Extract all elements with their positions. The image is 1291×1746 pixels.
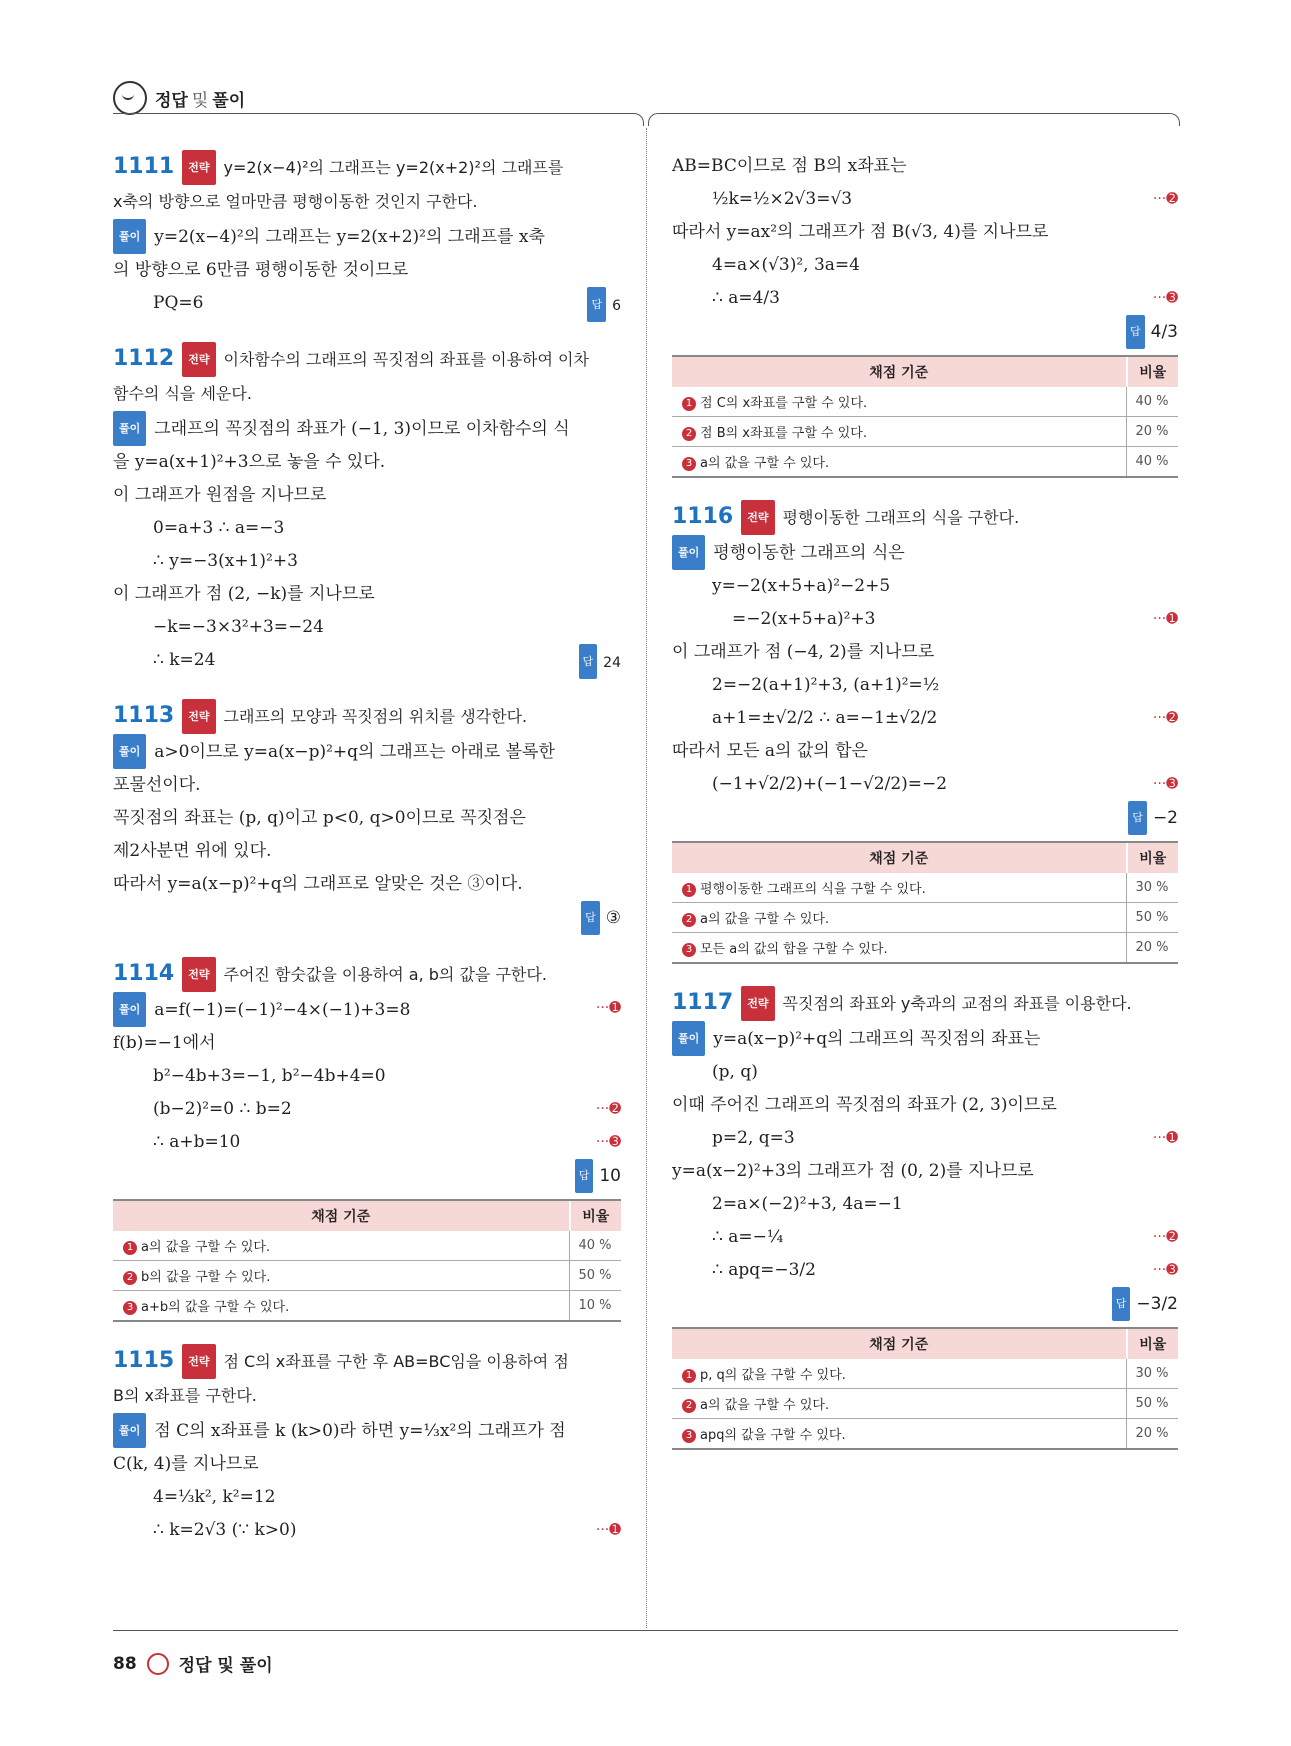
solution-tag: 풀이 — [113, 734, 146, 769]
ratio-value: 30 % — [1127, 873, 1179, 903]
solution-tag: 풀이 — [672, 1021, 705, 1056]
strategy-tag: 전략 — [741, 500, 774, 535]
step-bullet: 2 — [682, 427, 696, 441]
strategy-text: 주어진 함숫값을 이용하여 a, b의 값을 구한다. — [223, 965, 547, 984]
step-bullet: 1 — [123, 1241, 137, 1255]
ratio-value: 40 % — [570, 1231, 622, 1261]
solution-line: 이 그래프가 원점을 지나므로 — [113, 485, 327, 505]
problem-number: 1117 — [672, 990, 734, 1015]
solution-line: PQ=6 — [153, 293, 204, 313]
answer-value: −3/2 — [1136, 1294, 1178, 1314]
problem-1115 — [113, 1344, 621, 1547]
table-row — [672, 873, 1178, 903]
solution-line: a>0이므로 y=a(x−p)²+q의 그래프는 아래로 볼록한 — [154, 742, 555, 762]
solution-line: a+1=±√2/2 ∴ a=−1±√2/2 — [712, 708, 938, 728]
ratio-value: 20 % — [1127, 1419, 1179, 1450]
answer — [672, 1287, 1178, 1321]
scoring-table — [672, 355, 1178, 478]
strategy-text: 점 C의 x좌표를 구한 후 AB=BC임을 이용하여 점 — [223, 1352, 569, 1371]
table-row — [672, 387, 1178, 417]
criteria-text: 평행이동한 그래프의 식을 구할 수 있다. — [700, 882, 926, 897]
ratio-value: 50 % — [570, 1261, 622, 1291]
solution-line: 꼭짓점의 좌표는 (p, q)이고 p<0, q>0이므로 꼭짓점은 — [113, 808, 526, 828]
problem-number: 1112 — [113, 346, 175, 371]
answer-icon: 답 — [587, 287, 606, 322]
ratio-header: 비율 — [1127, 1328, 1179, 1359]
page-footer — [113, 1651, 273, 1676]
solution-line: ∴ y=−3(x+1)²+3 — [153, 551, 298, 571]
ratio-value: 20 % — [1127, 933, 1179, 964]
solution-line: 4=⅓k², k²=12 — [153, 1487, 276, 1507]
page-number: 88 — [113, 1653, 137, 1674]
step-bullet: 1 — [682, 883, 696, 897]
solution-line: y=2(x−4)²의 그래프는 y=2(x+2)²의 그래프를 x축 — [154, 227, 545, 247]
solution-line: 의 방향으로 6만큼 평행이동한 것이므로 — [113, 260, 409, 280]
solution-line: p=2, q=3 — [712, 1128, 795, 1148]
answer — [587, 287, 621, 323]
solution-tag: 풀이 — [113, 1413, 146, 1448]
solution-line: (b−2)²=0 ∴ b=2 — [153, 1099, 292, 1119]
solution-line: 점 C의 x좌표를 k (k>0)라 하면 y=⅓x²의 그래프가 점 — [154, 1421, 566, 1441]
criteria-header: 채점 기준 — [672, 356, 1127, 387]
problem-1117 — [672, 986, 1178, 1450]
answer-icon: 답 — [1126, 315, 1145, 349]
answer — [579, 644, 621, 680]
step-bullet: 2 — [123, 1271, 137, 1285]
header-title-b: 풀이 — [212, 90, 246, 111]
solution-line: 이때 주어진 그래프의 꼭짓점의 좌표가 (2, 3)이므로 — [672, 1095, 1057, 1115]
ratio-value: 50 % — [1127, 903, 1179, 933]
solution-line: −k=−3×3²+3=−24 — [153, 617, 324, 637]
problem-1113 — [113, 699, 621, 935]
ratio-value: 40 % — [1127, 387, 1179, 417]
solution-line: ∴ apq=−3/2 — [712, 1260, 816, 1280]
criteria-header: 채점 기준 — [672, 842, 1127, 873]
table-row — [672, 1419, 1178, 1450]
step-marker-2: ···➋ — [1152, 191, 1178, 207]
ratio-value: 10 % — [570, 1291, 622, 1322]
strategy-text: x축의 방향으로 얼마만큼 평행이동한 것인지 구한다. — [113, 192, 478, 211]
header-title-a: 정답 — [155, 90, 188, 111]
solution-line: ∴ k=24 — [153, 650, 216, 670]
ratio-header: 비율 — [1127, 842, 1179, 873]
solution-line: ½k=½×2√3=√3 — [712, 189, 853, 209]
step-marker-3: ···➌ — [1152, 1262, 1178, 1278]
ratio-value: 30 % — [1127, 1359, 1179, 1389]
strategy-tag: 전략 — [182, 342, 215, 377]
solution-line: C(k, 4)를 지나므로 — [113, 1454, 259, 1474]
solution-line: 4=a×(√3)², 3a=4 — [712, 255, 860, 275]
step-marker-1: ···➊ — [595, 1000, 621, 1016]
step-bullet: 2 — [682, 1399, 696, 1413]
table-row — [113, 1261, 621, 1291]
column-divider — [646, 128, 647, 1628]
criteria-text: apq의 값을 구할 수 있다. — [700, 1428, 846, 1443]
table-row — [113, 1231, 621, 1261]
solution-tag: 풀이 — [113, 992, 146, 1027]
solution-line: 따라서 y=ax²의 그래프가 점 B(√3, 4)를 지나므로 — [672, 222, 1049, 242]
answer-icon: 답 — [579, 644, 598, 679]
step-bullet: 3 — [123, 1301, 137, 1315]
strategy-tag: 전략 — [182, 1344, 215, 1379]
criteria-text: a+b의 값을 구할 수 있다. — [141, 1300, 290, 1315]
solution-line: 2=−2(a+1)²+3, (a+1)²=½ — [712, 675, 940, 695]
problem-number: 1115 — [113, 1348, 175, 1373]
answer-value: −2 — [1152, 808, 1178, 828]
strategy-tag: 전략 — [182, 957, 215, 992]
solution-line: 제2사분면 위에 있다. — [113, 841, 272, 861]
left-column — [113, 150, 621, 1569]
solution-tag: 풀이 — [672, 535, 705, 570]
criteria-text: 점 B의 x좌표를 구할 수 있다. — [700, 426, 867, 441]
problem-1115-continued — [672, 150, 1178, 478]
answer — [672, 315, 1178, 349]
header-title — [155, 86, 245, 111]
problem-1116 — [672, 500, 1178, 964]
ratio-header: 비율 — [570, 1200, 622, 1231]
ratio-value: 20 % — [1127, 417, 1179, 447]
step-marker-2: ···➋ — [595, 1101, 621, 1117]
step-bullet: 2 — [682, 913, 696, 927]
solution-line: 따라서 y=a(x−p)²+q의 그래프로 알맞은 것은 ③이다. — [113, 874, 523, 894]
answer-value: 4/3 — [1150, 322, 1178, 342]
solution-line: 을 y=a(x+1)²+3으로 놓을 수 있다. — [113, 452, 386, 472]
table-row — [672, 933, 1178, 964]
step-marker-3: ···➌ — [595, 1134, 621, 1150]
problem-number: 1113 — [113, 703, 175, 728]
ratio-value: 40 % — [1127, 447, 1179, 478]
footer-arrow-icon — [147, 1653, 169, 1675]
answer-value: 24 — [603, 655, 621, 671]
solution-line: (p, q) — [712, 1062, 758, 1082]
answer — [672, 801, 1178, 835]
step-marker-3: ···➌ — [1152, 776, 1178, 792]
table-row — [672, 417, 1178, 447]
problem-number: 1111 — [113, 154, 175, 179]
table-row — [672, 1359, 1178, 1389]
ratio-header: 비율 — [1127, 356, 1179, 387]
criteria-text: a의 값을 구할 수 있다. — [141, 1240, 271, 1255]
frame-right-top — [648, 113, 1180, 126]
strategy-text: 그래프의 모양과 꼭짓점의 위치를 생각한다. — [223, 707, 528, 726]
strategy-text: 이차함수의 그래프의 꼭짓점의 좌표를 이용하여 이차 — [223, 350, 589, 369]
scoring-table — [672, 841, 1178, 964]
table-row — [113, 1291, 621, 1322]
criteria-text: 모든 a의 값의 합을 구할 수 있다. — [700, 942, 888, 957]
strategy-text: 꼭짓점의 좌표와 y축과의 교점의 좌표를 이용한다. — [782, 994, 1132, 1013]
answer — [113, 901, 621, 935]
step-bullet: 3 — [682, 943, 696, 957]
criteria-text: a의 값을 구할 수 있다. — [700, 456, 830, 471]
solution-line: ∴ a=4/3 — [712, 288, 780, 308]
solution-line: =−2(x+5+a)²+3 — [732, 609, 876, 629]
header-title-mid: 및 — [191, 90, 209, 111]
solution-line: y=a(x−2)²+3의 그래프가 점 (0, 2)를 지나므로 — [672, 1161, 1034, 1181]
step-bullet: 1 — [682, 397, 696, 411]
solution-tag: 풀이 — [113, 411, 146, 446]
step-marker-3: ···➌ — [1152, 290, 1178, 306]
problem-number: 1116 — [672, 504, 734, 529]
solution-line: 0=a+3 ∴ a=−3 — [153, 518, 285, 538]
solution-line: 평행이동한 그래프의 식은 — [713, 543, 905, 563]
problem-1111 — [113, 150, 621, 320]
solution-line: ∴ a+b=10 — [153, 1132, 241, 1152]
solution-tag: 풀이 — [113, 219, 146, 254]
answer-icon: 답 — [575, 1159, 594, 1193]
solution-line: (−1+√2/2)+(−1−√2/2)=−2 — [712, 774, 948, 794]
strategy-tag: 전략 — [182, 150, 215, 185]
answer-value: 10 — [599, 1166, 621, 1186]
step-marker-1: ···➊ — [595, 1522, 621, 1538]
solution-line: a=f(−1)=(−1)²−4×(−1)+3=8 — [154, 1000, 411, 1020]
solution-line: 2=a×(−2)²+3, 4a=−1 — [712, 1194, 903, 1214]
step-bullet: 3 — [682, 1429, 696, 1443]
solution-line: ∴ k=2√3 (∵ k>0) — [153, 1520, 297, 1540]
solution-line: 포물선이다. — [113, 775, 201, 795]
answer-value: ③ — [605, 908, 621, 928]
solution-line: y=−2(x+5+a)²−2+5 — [712, 576, 891, 596]
strategy-text: 함수의 식을 세운다. — [113, 384, 252, 403]
scoring-table — [113, 1199, 621, 1322]
solution-line: ∴ a=−¼ — [712, 1227, 784, 1247]
step-marker-1: ···➊ — [1152, 611, 1178, 627]
solution-line: 그래프의 꼭짓점의 좌표가 (−1, 3)이므로 이차함수의 식 — [154, 419, 570, 439]
step-marker-1: ···➊ — [1152, 1130, 1178, 1146]
solution-line: y=a(x−p)²+q의 그래프의 꼭짓점의 좌표는 — [713, 1029, 1041, 1049]
ratio-value: 50 % — [1127, 1389, 1179, 1419]
problem-number: 1114 — [113, 961, 175, 986]
criteria-text: a의 값을 구할 수 있다. — [700, 912, 830, 927]
solution-line: f(b)=−1에서 — [113, 1033, 216, 1053]
criteria-text: a의 값을 구할 수 있다. — [700, 1398, 830, 1413]
table-row — [672, 1389, 1178, 1419]
solution-line: 이 그래프가 점 (2, −k)를 지나므로 — [113, 584, 375, 604]
answer-icon: 답 — [1112, 1287, 1131, 1321]
criteria-header: 채점 기준 — [672, 1328, 1127, 1359]
strategy-text: B의 x좌표를 구한다. — [113, 1386, 257, 1405]
criteria-text: 점 C의 x좌표를 구할 수 있다. — [700, 396, 868, 411]
step-marker-2: ···➋ — [1152, 710, 1178, 726]
criteria-text: p, q의 값을 구할 수 있다. — [700, 1368, 846, 1383]
footer-title: 정답 및 풀이 — [178, 1656, 273, 1676]
solution-line: 이 그래프가 점 (−4, 2)를 지나므로 — [672, 642, 935, 662]
strategy-tag: 전략 — [182, 699, 215, 734]
criteria-header: 채점 기준 — [113, 1200, 570, 1231]
answer-icon: 답 — [581, 901, 600, 935]
table-row — [672, 903, 1178, 933]
criteria-text: b의 값을 구할 수 있다. — [141, 1270, 271, 1285]
answer-icon: 답 — [1128, 801, 1147, 835]
strategy-tag: 전략 — [741, 986, 774, 1021]
solution-line: 따라서 모든 a의 값의 합은 — [672, 741, 868, 761]
table-row — [672, 447, 1178, 478]
problem-1114 — [113, 957, 621, 1322]
frame-left-top — [113, 113, 644, 126]
scoring-table — [672, 1327, 1178, 1450]
answer-value: 6 — [612, 298, 621, 314]
problem-1112 — [113, 342, 621, 677]
mascot-icon — [113, 81, 147, 115]
step-bullet: 3 — [682, 457, 696, 471]
strategy-text: y=2(x−4)²의 그래프는 y=2(x+2)²의 그래프를 — [223, 158, 564, 177]
step-marker-2: ···➋ — [1152, 1229, 1178, 1245]
answer — [113, 1159, 621, 1193]
right-column — [672, 150, 1178, 1472]
step-bullet: 1 — [682, 1369, 696, 1383]
footer-rule — [113, 1630, 1178, 1631]
solution-line: b²−4b+3=−1, b²−4b+4=0 — [153, 1066, 386, 1086]
strategy-text: 평행이동한 그래프의 식을 구한다. — [782, 508, 1020, 527]
page-header — [113, 80, 245, 116]
solution-line: AB=BC이므로 점 B의 x좌표는 — [672, 156, 907, 176]
